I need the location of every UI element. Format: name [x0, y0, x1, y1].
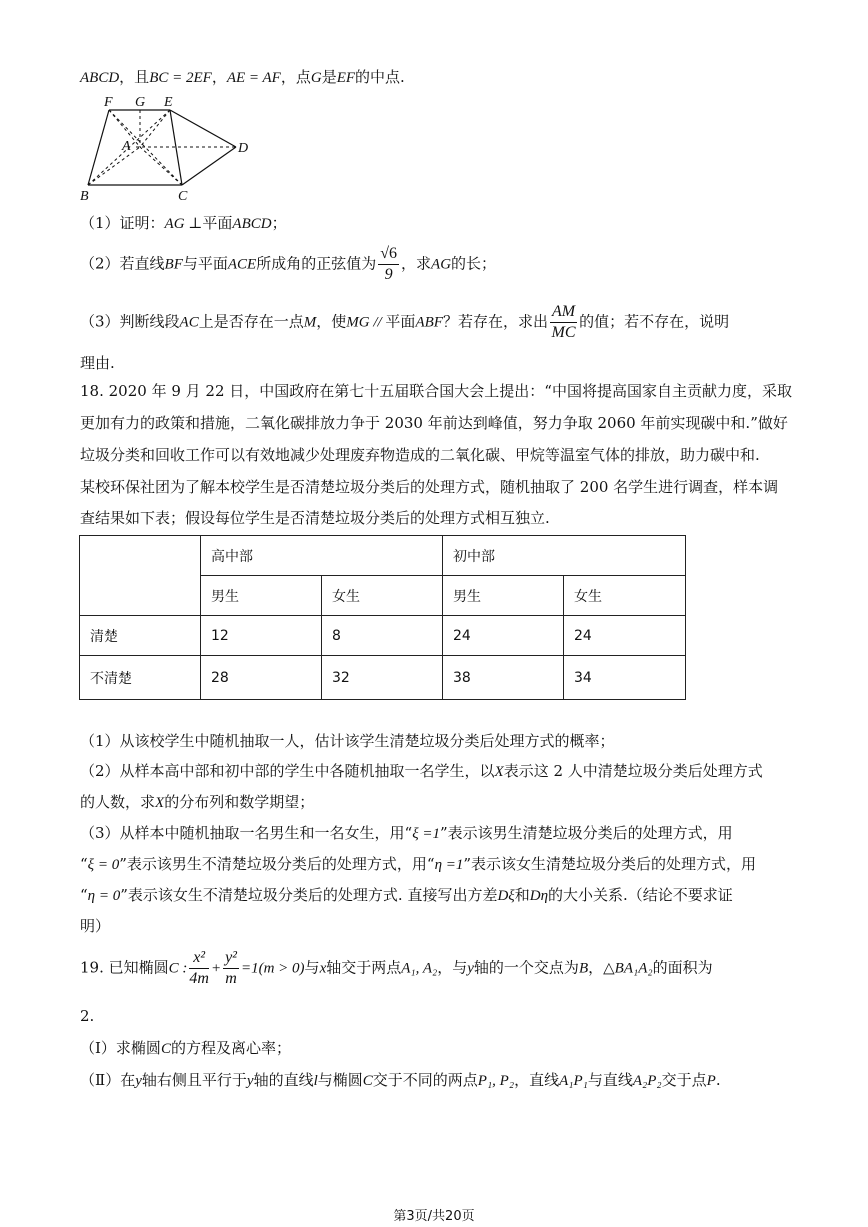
- q18-line-4: 某校环保社团为了解本校学生是否清楚垃圾分类后的处理方式，随机抽取了 200 名学生进行调查，样本调: [80, 478, 779, 496]
- line-bf: BF: [164, 256, 183, 273]
- table-row: [80, 656, 686, 700]
- fraction-x2-over-4m: [189, 948, 209, 989]
- table-cell: 34: [564, 656, 686, 700]
- text: ，直线: [514, 1071, 560, 1089]
- text: 和: [514, 886, 530, 904]
- text: 的大小关系.（结论不要求证: [548, 886, 733, 904]
- segment-fc: [109, 110, 182, 185]
- text: “: [80, 886, 88, 904]
- text: （Ⅰ）求椭圆: [80, 1039, 161, 1057]
- point-p: P: [706, 1073, 716, 1089]
- denominator: 4m: [189, 970, 209, 987]
- text: 交于点: [661, 1071, 707, 1089]
- segment-ag: AG: [431, 256, 452, 273]
- text: 平面: [385, 312, 416, 331]
- text: 与直线: [587, 1071, 633, 1089]
- expr-eta-1: η =1: [434, 857, 464, 873]
- label-a: A: [122, 139, 131, 154]
- q18-part1: （1）从该校学生中随机抽取一人，估计该学生清楚垃圾分类后处理方式的概率；: [80, 732, 615, 750]
- table-cell: 32: [322, 656, 443, 700]
- table-cell: 8: [322, 616, 443, 656]
- text: 平面: [202, 214, 233, 232]
- table-cell: 12: [201, 616, 322, 656]
- condition-bc: BC = 2EF: [149, 70, 212, 86]
- text: 是: [321, 68, 337, 86]
- text: 的方程及离心率；: [170, 1039, 291, 1057]
- text: （3）判断线段: [80, 312, 180, 331]
- label-c: C: [178, 189, 188, 204]
- gender-header: 女生: [322, 576, 443, 616]
- axis-y: y: [135, 1073, 142, 1089]
- segment-ac: AC: [179, 314, 199, 331]
- text: 的中点.: [355, 68, 405, 86]
- axis-x: x: [319, 960, 327, 977]
- q18-part3: [80, 822, 733, 845]
- text: 的长；: [451, 254, 497, 273]
- text: 与: [304, 958, 320, 977]
- variable-x: X: [494, 764, 504, 780]
- text: ，: [211, 68, 227, 86]
- points-a1-a2: A₁, A₂: [401, 960, 438, 977]
- q18-part3-line4: 明）: [80, 917, 111, 935]
- fraction-sqrt6-over-9: [378, 244, 399, 285]
- q17-part3-cont: 理由.: [80, 354, 115, 372]
- axis-y: y: [246, 1073, 254, 1089]
- text: 轴右侧且平行于: [141, 1071, 247, 1089]
- q17-part2: [80, 244, 496, 285]
- table-cell: 24: [443, 616, 564, 656]
- plane-ace: ACE: [227, 256, 257, 273]
- fraction-y2-over-m: [223, 948, 239, 989]
- text: ，点: [280, 68, 311, 86]
- edge-cd: [182, 147, 236, 185]
- segment-ac: [140, 147, 182, 185]
- expr-xi-1: ξ =1: [412, 826, 441, 842]
- numerator: y²: [223, 948, 239, 969]
- point-m: M: [303, 314, 317, 331]
- q19-part1: [80, 1037, 291, 1060]
- q19-part2: [80, 1069, 721, 1092]
- text: 的分布列和数学期望；: [164, 793, 315, 811]
- text: 与平面: [182, 254, 228, 273]
- text: （2）从样本高中部和初中部的学生中各随机抽取一名学生，以: [80, 762, 495, 780]
- text: 轴交于两点: [326, 958, 402, 977]
- gender-header: 男生: [201, 576, 322, 616]
- text: 与椭圆: [317, 1071, 363, 1089]
- point-b: B: [578, 960, 589, 977]
- expr-xi-0: ξ = 0: [87, 857, 120, 873]
- text: 所成角的正弦值为: [256, 254, 377, 273]
- q18-part2: [80, 760, 763, 783]
- text: 上是否存在一点: [198, 312, 304, 331]
- q18-line-2: 更加有力的政策和措施，二氧化碳排放力争于 2030 年前达到峰值，努力争取 2060 年前实现碳中和.”做好: [80, 414, 788, 432]
- variable-x: X: [155, 795, 165, 811]
- q18-part3-line2: [80, 853, 756, 876]
- text: ”表示该女生清楚垃圾分类后的处理方式，用: [463, 855, 757, 873]
- text: 的值；若不存在，说明: [579, 312, 730, 331]
- text: 的面积为: [652, 958, 713, 977]
- label-f: F: [104, 95, 113, 110]
- line-l: l: [313, 1073, 318, 1089]
- edge-ed: [170, 110, 236, 147]
- text: ，△: [588, 958, 615, 977]
- label-e: E: [164, 95, 173, 110]
- plane-abcd: ABCD: [80, 70, 120, 86]
- axis-y: y: [467, 960, 474, 977]
- ellipse-c: C: [362, 1073, 373, 1089]
- plane-abcd: ABCD: [232, 216, 272, 232]
- text: （2）若直线: [80, 254, 165, 273]
- segment-ab: [88, 147, 140, 185]
- text: （1）证明：: [80, 214, 165, 232]
- line-a1p1: A₁P₁: [559, 1073, 588, 1089]
- equation-rhs: =1(m > 0): [240, 960, 305, 977]
- q18-part2-cont: [80, 791, 314, 814]
- text: 19. 已知椭圆: [80, 958, 169, 977]
- group-header-junior: 初中部: [443, 536, 686, 576]
- q18-line-1: 18. 2020 年 9 月 22 日，中国政府在第七十五届联合国大会上提出：“中国将提高国家自主贡献力度，采取: [80, 382, 792, 400]
- text: ；: [271, 214, 287, 232]
- text: ？若存在，求出: [442, 312, 548, 331]
- edge-fb: [88, 110, 109, 185]
- plus-sign: +: [210, 960, 222, 977]
- table-cell: 38: [443, 656, 564, 700]
- line-a2p2: A₂P₂: [632, 1073, 662, 1089]
- table-row: [80, 536, 686, 576]
- gender-header: 男生: [443, 576, 564, 616]
- label-d: D: [238, 141, 249, 156]
- fraction-am-over-mc: [550, 302, 577, 343]
- points-p1-p2: P₁, P₂: [477, 1073, 515, 1089]
- numerator: AM: [550, 302, 577, 323]
- text: 轴的直线: [253, 1071, 314, 1089]
- q19-stem: [80, 948, 713, 989]
- text: 交于不同的两点: [372, 1071, 478, 1089]
- text: ，且: [119, 68, 150, 86]
- table-cell: 28: [201, 656, 322, 700]
- survey-table: [79, 535, 686, 700]
- numerator: x²: [189, 948, 209, 969]
- text: 的人数，求: [80, 793, 156, 811]
- ellipse-c: C :: [168, 960, 188, 977]
- expr-mg-parallel: MG //: [346, 314, 386, 331]
- ellipse-c: C: [160, 1041, 171, 1057]
- gender-header: 女生: [564, 576, 686, 616]
- text: ”表示该女生不清楚垃圾分类后的处理方式. 直接写出方差: [120, 886, 498, 904]
- text: 表示这 2 人中清楚垃圾分类后处理方式: [503, 762, 763, 780]
- geometry-figure: [76, 92, 266, 204]
- variance-xi: Dξ: [497, 888, 515, 904]
- text: ，求: [401, 254, 432, 273]
- table-row: [80, 616, 686, 656]
- q17-part3: [80, 302, 729, 343]
- expr-eta-0: η = 0: [87, 888, 121, 904]
- label-g: G: [135, 95, 146, 110]
- q17-part1: [80, 212, 287, 235]
- table-corner-cell: [80, 536, 201, 616]
- text: .: [715, 1071, 721, 1089]
- q17-intro: [80, 66, 405, 89]
- segment-ea: [140, 110, 170, 147]
- denominator: MC: [551, 324, 576, 341]
- point-g: G: [310, 70, 322, 86]
- text: “: [80, 855, 88, 873]
- text: （3）从样本中随机抽取一名男生和一名女生，用“: [80, 824, 413, 842]
- page-number: 第3页/共20页: [393, 1209, 475, 1224]
- denominator: m: [225, 970, 237, 987]
- row-label: 清楚: [80, 616, 201, 656]
- text: ”表示该男生不清楚垃圾分类后的处理方式，用“: [119, 855, 435, 873]
- table-cell: 24: [564, 616, 686, 656]
- text: 轴的一个交点为: [473, 958, 579, 977]
- text: （Ⅱ）在: [80, 1071, 136, 1089]
- plane-abf: ABF: [415, 314, 443, 331]
- triangle-ba1a2: BA₁A₂: [614, 960, 653, 977]
- variance-eta: Dη: [529, 888, 549, 904]
- condition-ae: AE = AF: [226, 70, 281, 86]
- denominator: 9: [384, 266, 393, 283]
- q19-stem-cont: 2.: [80, 1007, 95, 1025]
- expr-ag-perp: AG ⊥: [164, 216, 203, 232]
- q18-part3-line3: [80, 884, 733, 907]
- segment-ef: EF: [336, 70, 356, 86]
- row-label: 不清楚: [80, 656, 201, 700]
- numerator: √6: [378, 244, 399, 265]
- label-b: B: [80, 189, 89, 204]
- q18-line-5: 查结果如下表；假设每位学生是否清楚垃圾分类后的处理方式相互独立.: [80, 509, 550, 527]
- group-header-senior: 高中部: [201, 536, 443, 576]
- q18-line-3: 垃圾分类和回收工作可以有效地减少处理废弃物造成的二氧化碳、甲烷等温室气体的排放，助力碳中和.: [80, 446, 760, 464]
- text: ”表示该男生清楚垃圾分类后的处理方式，用: [440, 824, 733, 842]
- text: ，使: [316, 312, 347, 331]
- text: ，与: [437, 958, 468, 977]
